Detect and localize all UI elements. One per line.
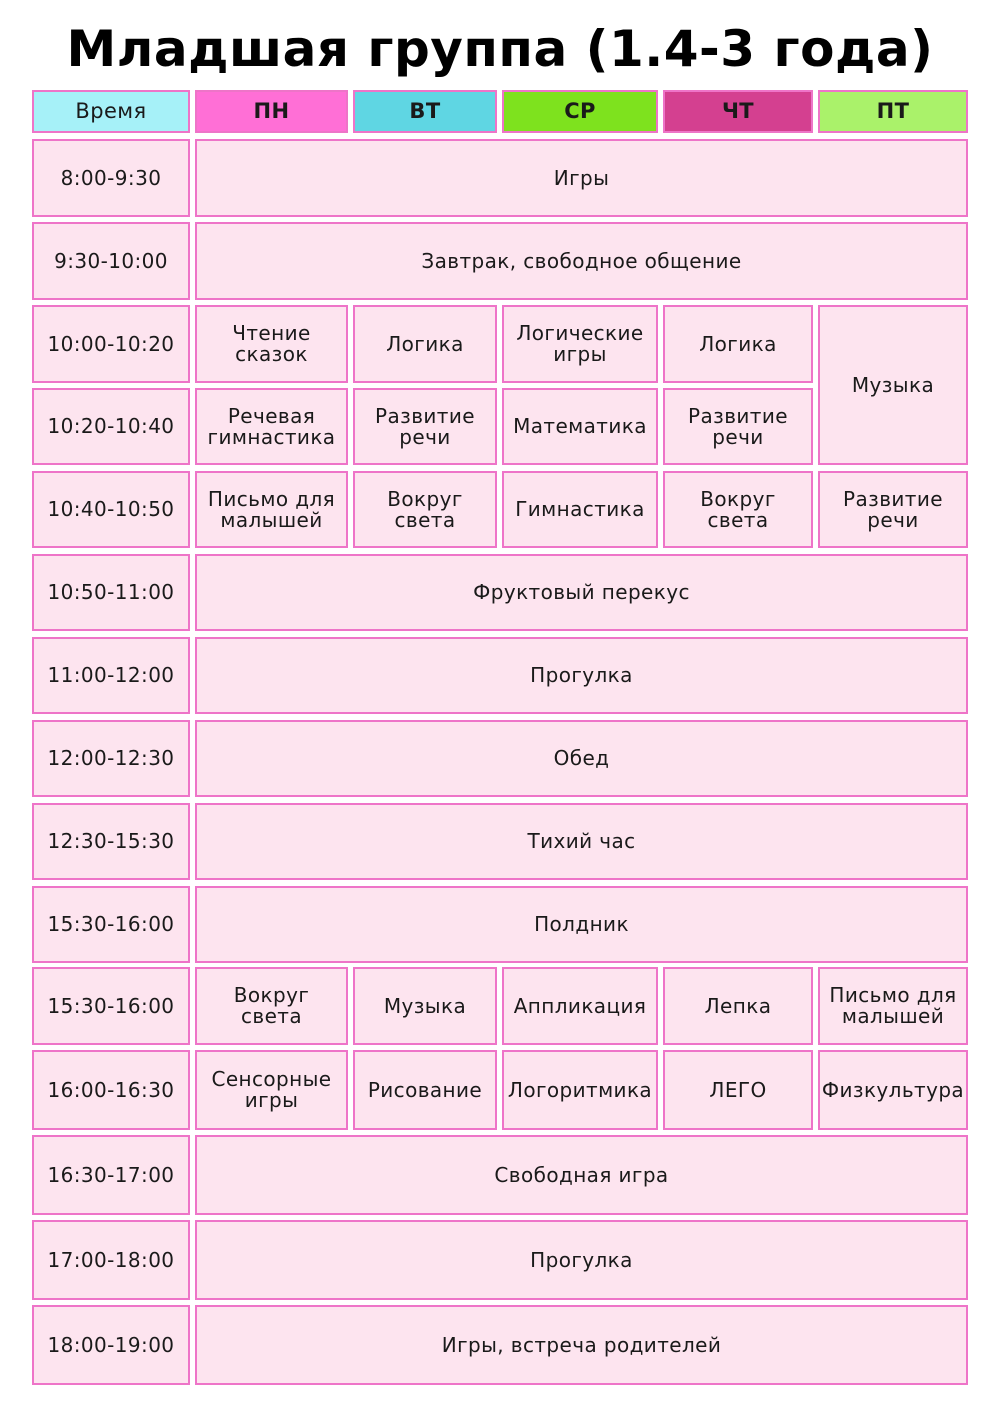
activity-cell-all-days-text: Свободная игра (494, 1162, 669, 1187)
activity-cell-mon-text: Сенсорные игры (211, 1067, 332, 1112)
activity-cell-all-days-text: Игры (553, 165, 610, 190)
header-wed-text: СР (564, 99, 596, 123)
activity-cell-mon-text: Письмо для малышей (207, 486, 336, 532)
time-cell-text: 9:30-10:00 (54, 248, 168, 273)
activity-cell-all-days (195, 637, 968, 714)
activity-cell-wed (502, 967, 658, 1045)
time-cell-text: 15:30-16:00 (47, 993, 175, 1018)
activity-cell-thu (663, 305, 813, 383)
activity-cell-all-days (195, 1135, 968, 1215)
activity-cell-all-days (195, 222, 968, 300)
time-cell-text: 10:00-10:20 (47, 331, 175, 356)
activity-cell-wed-text: Логоритмика (507, 1077, 653, 1102)
header-fri-text: ПТ (876, 99, 910, 123)
activity-cell-mon (195, 967, 348, 1045)
time-cell (32, 139, 190, 217)
activity-cell-tue (353, 1050, 497, 1130)
activity-cell-wed (502, 388, 658, 465)
time-cell-text: 10:20-10:40 (47, 414, 175, 438)
activity-cell-mon (195, 471, 348, 548)
activity-cell-wed-text: Аппликация (513, 993, 647, 1018)
activity-cell-mon-text: Речевая гимнастика (207, 403, 336, 449)
activity-cell-fri (818, 1050, 968, 1130)
time-cell-text: 16:30-17:00 (47, 1162, 175, 1187)
activity-cell-mon (195, 1050, 348, 1130)
time-cell (32, 222, 190, 300)
header-thu-text: ЧТ (721, 99, 755, 123)
time-cell (32, 1135, 190, 1215)
activity-cell-tue (353, 471, 497, 548)
activity-cell-fri-merged-text: Музыка (851, 372, 935, 397)
time-cell (32, 967, 190, 1045)
header-wed (502, 90, 658, 133)
activity-cell-all-days (195, 139, 968, 217)
time-cell-text: 10:40-10:50 (47, 497, 175, 521)
activity-cell-fri-text: Физкультура (821, 1077, 965, 1102)
time-cell-text: 12:30-15:30 (47, 829, 175, 853)
activity-cell-all-days-text: Полдник (534, 912, 629, 936)
time-cell-text: 17:00-18:00 (47, 1247, 175, 1272)
time-cell (32, 803, 190, 880)
activity-cell-thu (663, 388, 813, 465)
time-cell (32, 720, 190, 797)
activity-cell-all-days-text: Завтрак, свободное общение (421, 248, 742, 273)
activity-cell-all-days (195, 720, 968, 797)
activity-cell-fri-merged (818, 305, 968, 465)
activity-cell-all-days (195, 1305, 968, 1385)
activity-cell-thu-text: Развитие речи (688, 403, 788, 449)
activity-cell-thu-text: Логика (699, 331, 777, 356)
activity-cell-tue-text: Музыка (383, 993, 467, 1018)
activity-cell-all-days (195, 1220, 968, 1300)
activity-cell-all-days (195, 886, 968, 963)
activity-cell-all-days-text: Прогулка (530, 1247, 633, 1272)
activity-cell-all-days-text: Фруктовый перекус (473, 580, 690, 604)
activity-cell-all-days-text: Обед (553, 746, 610, 770)
activity-cell-thu (663, 1050, 813, 1130)
time-cell-text: 8:00-9:30 (60, 165, 162, 190)
header-tue (353, 90, 497, 133)
activity-cell-all-days (195, 803, 968, 880)
activity-cell-wed-text: Логические игры (516, 321, 644, 366)
time-cell (32, 886, 190, 963)
activity-cell-tue (353, 967, 497, 1045)
activity-cell-wed (502, 1050, 658, 1130)
time-cell-text: 11:00-12:00 (47, 663, 175, 687)
activity-cell-thu-text: ЛЕГО (709, 1077, 767, 1102)
page-title: Младшая группа (1.4-3 года) (66, 20, 934, 78)
time-cell-text: 16:00-16:30 (47, 1077, 175, 1102)
activity-cell-wed-text: Математика (513, 414, 647, 438)
activity-cell-tue (353, 305, 497, 383)
activity-cell-mon-text: Чтение сказок (232, 321, 311, 366)
activity-cell-fri-text: Письмо для малышей (829, 983, 957, 1028)
activity-cell-mon-text: Вокруг света (233, 983, 310, 1028)
header-thu (663, 90, 813, 133)
activity-cell-tue-text: Логика (386, 331, 464, 356)
header-tue-text: ВТ (409, 99, 441, 123)
activity-cell-tue-text: Рисование (367, 1077, 483, 1102)
activity-cell-wed (502, 471, 658, 548)
activity-cell-all-days-text: Прогулка (530, 663, 633, 687)
activity-cell-thu (663, 471, 813, 548)
time-cell-text: 15:30-16:00 (47, 912, 175, 936)
activity-cell-fri (818, 471, 968, 548)
activity-cell-tue-text: Развитие речи (375, 403, 475, 449)
activity-cell-thu (663, 967, 813, 1045)
time-cell (32, 554, 190, 631)
time-cell (32, 471, 190, 548)
time-cell-text: 18:00-19:00 (47, 1332, 175, 1357)
time-cell (32, 1305, 190, 1385)
activity-cell-tue-text: Вокруг света (387, 486, 463, 532)
activity-cell-all-days-text: Тихий час (527, 829, 636, 853)
activity-cell-wed (502, 305, 658, 383)
time-cell (32, 305, 190, 383)
activity-cell-fri (818, 967, 968, 1045)
activity-cell-thu-text: Вокруг света (700, 486, 776, 532)
activity-cell-all-days-text: Игры, встреча родителей (441, 1332, 722, 1357)
activity-cell-mon (195, 388, 348, 465)
header-mon-text: ПН (253, 99, 290, 123)
header-fri (818, 90, 968, 133)
time-cell (32, 388, 190, 465)
header-mon (195, 90, 348, 133)
time-cell (32, 1050, 190, 1130)
activity-cell-all-days (195, 554, 968, 631)
time-cell (32, 637, 190, 714)
time-cell (32, 1220, 190, 1300)
time-cell-text: 10:50-11:00 (47, 580, 175, 604)
activity-cell-tue (353, 388, 497, 465)
activity-cell-fri-text: Развитие речи (843, 486, 943, 532)
header-time (32, 90, 190, 133)
activity-cell-thu-text: Лепка (704, 993, 772, 1018)
activity-cell-wed-text: Гимнастика (515, 497, 645, 521)
time-cell-text: 12:00-12:30 (47, 746, 175, 770)
activity-cell-mon (195, 305, 348, 383)
header-time-text: Время (75, 99, 147, 123)
